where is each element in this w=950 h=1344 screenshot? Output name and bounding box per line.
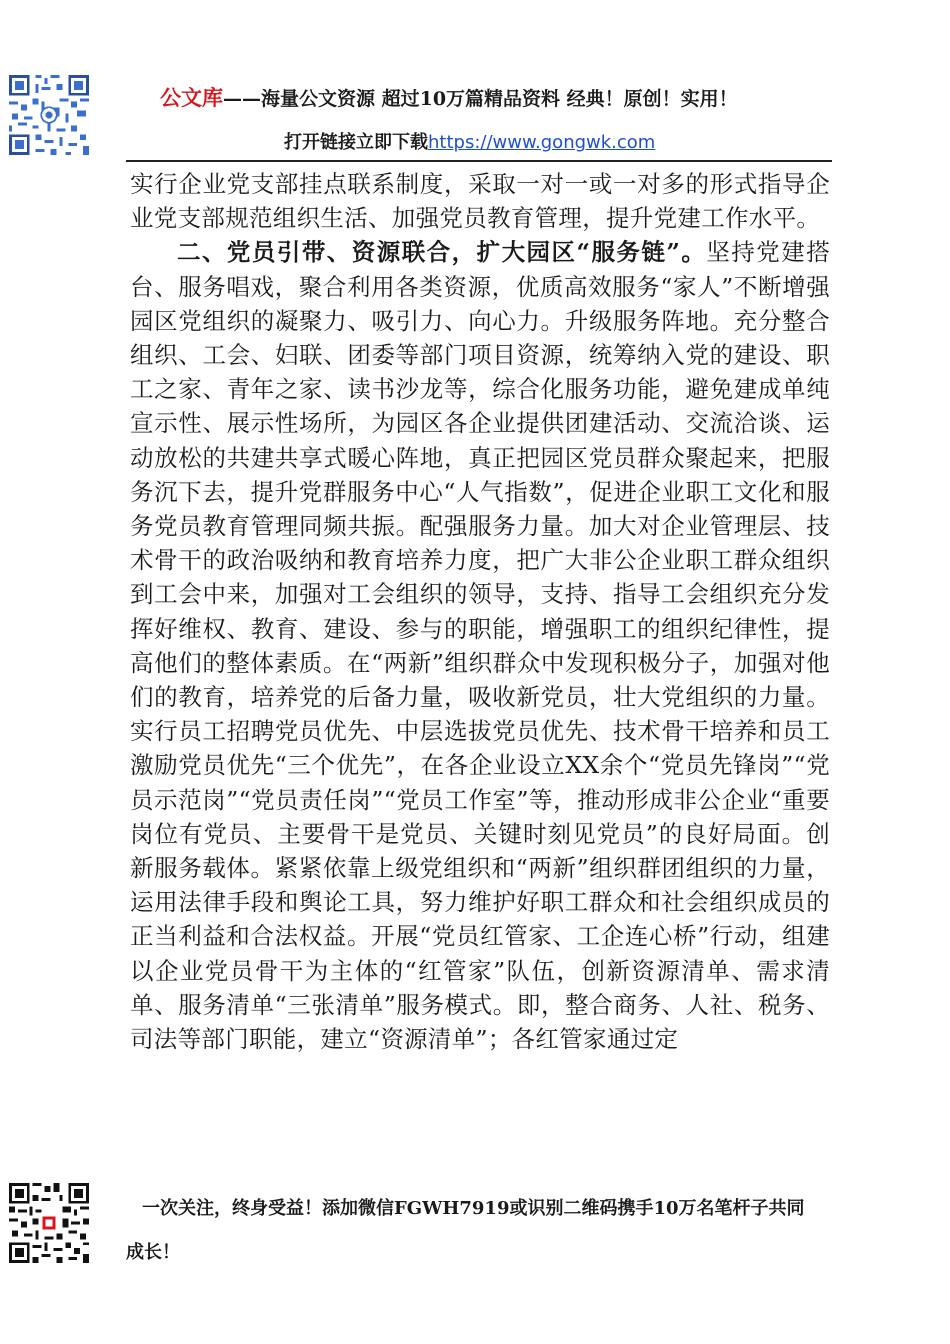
- paragraph-1: 实行企业党支部挂点联系制度，采取一对一或一对多的形式指导企业党支部规范组织生活、加强党员教育管理，提升党建工作水平。: [130, 170, 830, 233]
- header-download-line: [284, 128, 655, 154]
- brand-name: 公文库: [160, 85, 223, 110]
- document-body: [130, 167, 830, 1056]
- header-divider: [126, 160, 832, 162]
- footer-promo-line-1: 一次关注，终身受益！添加微信FGWH7919或识别二维码携手10万名笔杆子共同: [142, 1198, 805, 1219]
- header-banner: [160, 82, 860, 112]
- paragraph-2-text: 坚持党建搭台、服务唱戏，聚合利用各类资源，优质高效服务“家人”不断增强园区党组织的凝聚力、吸引力、向心力。升级服务阵地。充分整合组织、工会、妇联、团委等部门项目资源，统筹纳入党的建设、职工之家、青年之家、读书沙龙等，综合化服务功能，避免建成单纯宣示性、展示性场所，为园区各企业提供团建活动、交流洽谈、运动放松的共建共享式暖心阵地，真正把园区党员群众聚起来，把服务沉下去，提升党群服务中心“人气指数”，促进企业职工文化和服务党员教育管理同频共振。配强服务力量。加大对企业管理层、技术骨干的政治吸纳和教育培养力度，把广大非公企业职工群众组织到工会中来，加强对工会组织的领导，支持、指导工会组织充分发挥好维权、教育、建设、参与的职能，增强职工的组织纪律性，提高他们的整体素质。在“两新”组织群众中发现积极分子，加强对他们的教育，培养党的后备力量，吸收新党员，壮大党组织的力量。实行员工招聘党员优先、中层选拔党员优先、技术骨干培养和员工激励党员优先“三个优先”，在各企业设立XX余个“党员先锋岗”“党员示范岗”“党员责任岗”“党员工作室”等，推动形成非公企业“重要岗位有党员、主要骨干是党员、关键时刻见党员”的良好局面。创新服务载体。紧紧依靠上级党组织和“两新”组织群团组织的力量，运用法律手段和舆论工具，努力维护好职工群众和社会组织成员的正当利益和合法权益。开展“党员红管家、工企连心桥”行动，组建以企业党员骨干为主体的“红管家”队伍，创新资源清单、需求清单、服务清单“三张清单”服务模式。即，整合商务、人社、税务、司法等部门职能，建立“资源清单”；各红管家通过定: [130, 238, 830, 1054]
- header-tagline: ——海量公文资源 超过10万篇精品资料 经典！原创！实用！: [223, 88, 738, 110]
- download-prompt: 打开链接立即下载: [284, 132, 428, 153]
- section-heading: 二、党员引带、资源联合，扩大园区“服务链”。: [177, 238, 707, 267]
- paragraph-2: [130, 235, 830, 1056]
- download-link[interactable]: https://www.gongwk.com: [428, 132, 656, 153]
- footer-promo-line-2: 成长！: [126, 1242, 180, 1263]
- qr-code-top-icon: [6, 72, 92, 158]
- qr-code-bottom-icon: [6, 1180, 92, 1266]
